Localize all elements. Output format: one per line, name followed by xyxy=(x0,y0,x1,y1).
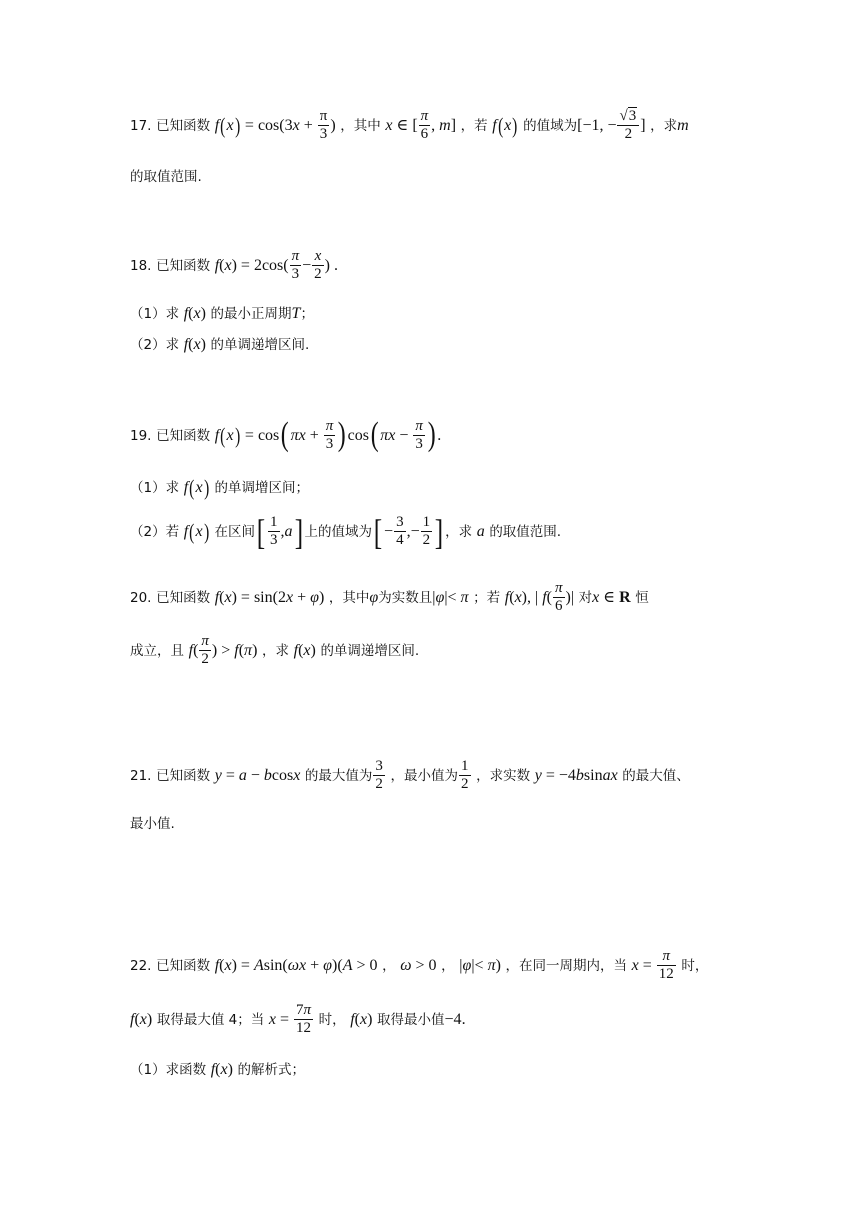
problem-20-line-2: 成立，且 f( $\frac{\pi}{2}$ ) > f(π) ，求 f(x) 的单调递增区间. xyxy=(130,633,420,668)
problem-number: 22. xyxy=(130,957,152,974)
problem-text: 已知函数 xyxy=(156,117,211,134)
problem-number: 20. xyxy=(130,589,152,606)
problem-17-line-1: 17. 已知函数 f(x) = cos(3x + $\frac{\pi}{3}$ ) ，其中 x ∈ [ $\frac{\pi}{6}$ , m] ，若 f(x) 的值域为[−1, − $\frac{√3}{2}$ ] ，求m xyxy=(130,108,689,143)
problem-number: 17. xyxy=(130,117,152,134)
problem-22-line-1: 22. 已知函数 f(x) = Asin(ωx + φ)(A > 0 ， ω > 0 ， |φ|< π) ，在同一周期内，当 x = $\frac{\pi}{12}$ 时， xyxy=(130,948,709,983)
problem-21-line-2: 最小值. xyxy=(130,816,175,832)
problem-18-part-2: （2）求 f(x) 的单调递增区间. xyxy=(130,336,310,353)
problem-22-line-2: f(x) 取得最大值 4；当 x = $\frac{7\pi}{12}$ 时， f(x) 取得最小值−4. xyxy=(130,1002,466,1037)
problem-17-line-2: 的取值范围. xyxy=(130,169,202,185)
problem-number: 21. xyxy=(130,767,152,784)
problem-19-part-1: （1）求 f(x) 的单调增区间； xyxy=(130,475,310,501)
problem-number: 18. xyxy=(130,257,152,274)
problem-number: 19. xyxy=(130,427,152,444)
problem-19-part-2: （2）若 f(x) 在区间[ $\frac{1}{3}$ ,a] 上的值域为[ − $\frac{3}{4}$ ,− $\frac{1}{2}$ ] ，求 a 的取值范围. xyxy=(130,511,562,552)
problem-18-part-1: （1）求 f(x) 的最小正周期T； xyxy=(130,305,314,322)
problem-18-line-1: 18. 已知函数 f(x) = 2cos( $\frac{\pi}{3}$ − $\frac{x}{2}$ ) . xyxy=(130,248,338,283)
problem-19-line-1: 19. 已知函数 f(x) = cos( πx + $\frac{\pi}{3}$ ) cos( πx − $\frac{\pi}{3}$ ) . xyxy=(130,416,442,454)
problem-21-line-1: 21. 已知函数 y = a − bcosx 的最大值为 $\frac{3}{2}$ ，最小值为 $\frac{1}{2}$ ，求实数 y = −4bsinax 的最大值、 xyxy=(130,758,690,793)
problem-22-part-1: （1）求函数 f(x) 的解析式； xyxy=(130,1061,306,1078)
problem-20-line-1: 20. 已知函数 f(x) = sin(2x + φ) ，其中φ为实数且|φ|< π ；若 f(x), | f( $\frac{\pi}{6}$ )| 对x ∈ R 恒 xyxy=(130,580,649,615)
